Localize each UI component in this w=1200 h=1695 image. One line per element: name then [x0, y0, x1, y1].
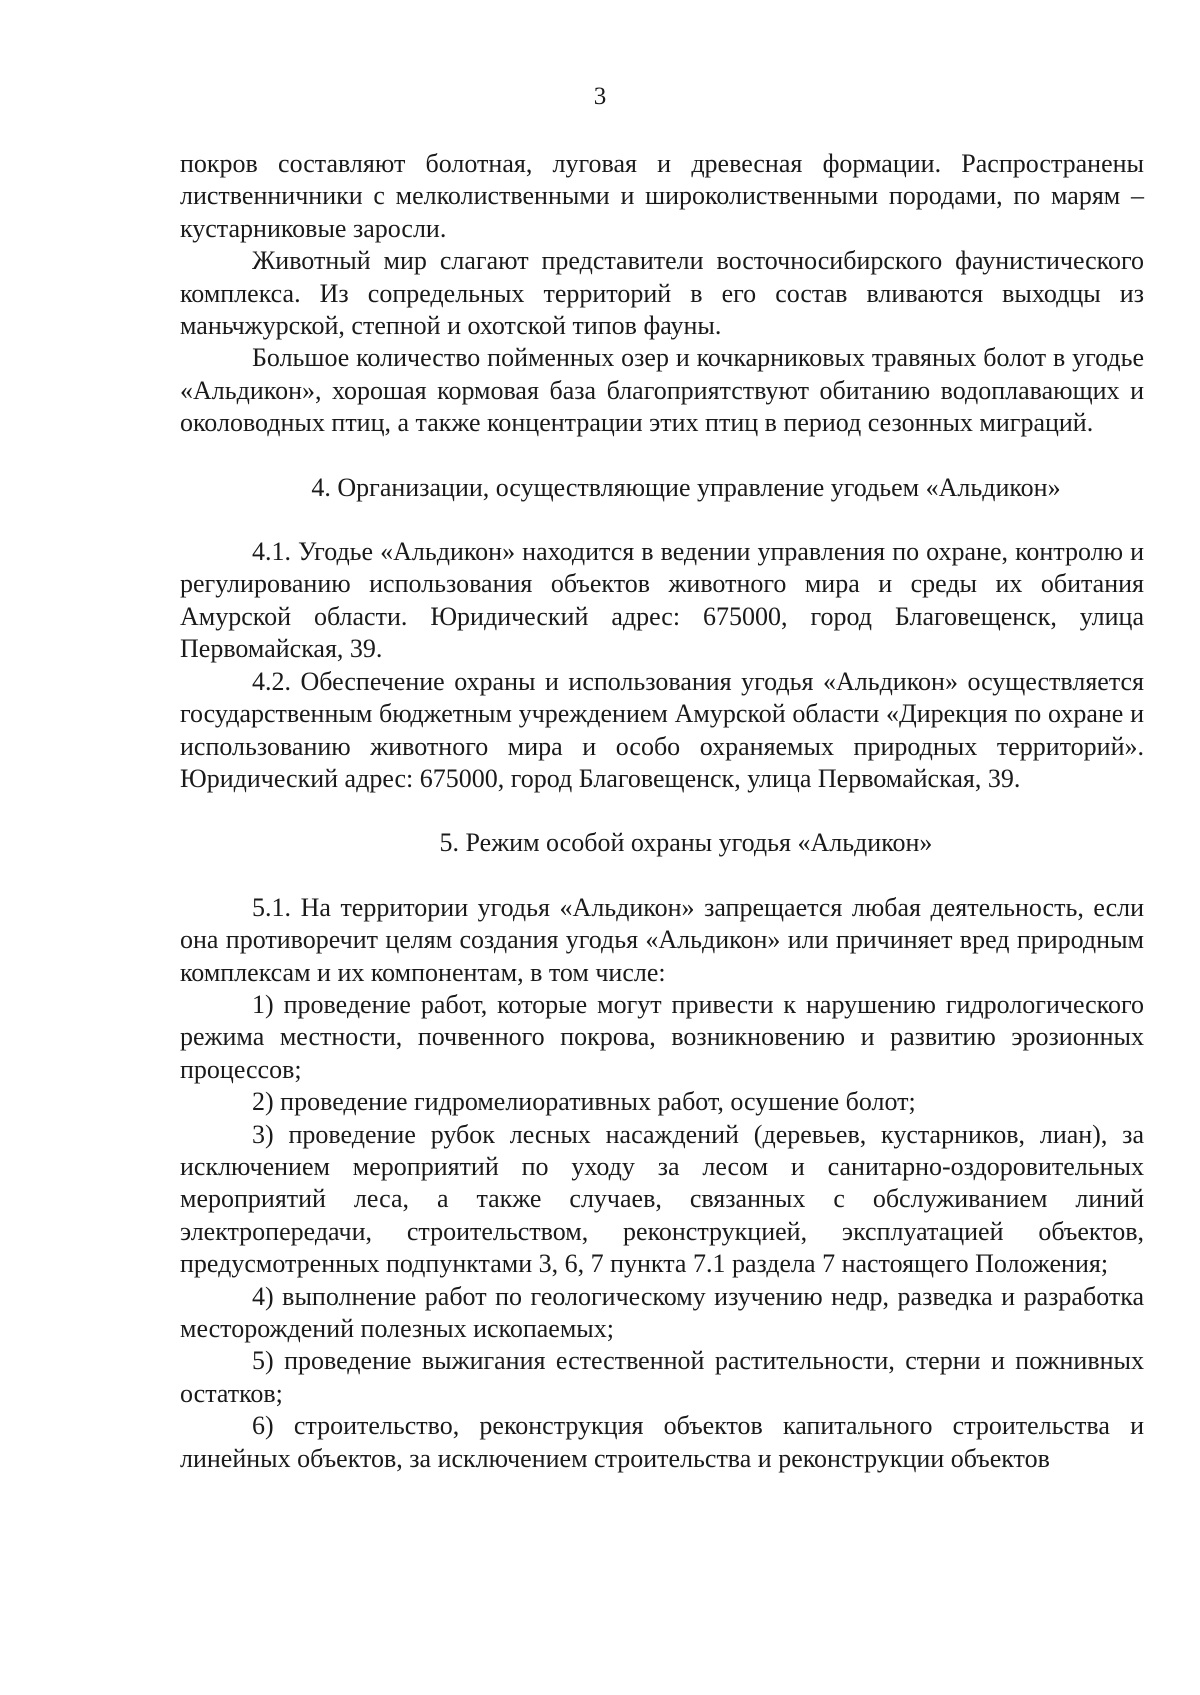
list-item-4: 4) выполнение работ по геологическому изучению недр, разведка и разработка месторождений полезных ископаемых;	[180, 1281, 1144, 1343]
list-item-6: 6) строительство, реконструкция объектов капитального строительства и линейных объектов, за исключением строительства и реконструкции объектов	[180, 1411, 1144, 1473]
clause-4-2: 4.2. Обеспечение охраны и использования угодья «Альдикон» осуществляется государственным бюджетным учреждением Амурской области «Дирекция по охране и использованию животного мира и особо охраняемых природных территорий». Юридический адрес: 675000, город Благовещенск, улица Первомайская, 39.	[180, 666, 1144, 793]
list-item-2: 2) проведение гидромелиоративных работ, осушение болот;	[252, 1087, 916, 1117]
paragraph-fauna: Животный мир слагают представители восточносибирского фаунистического комплекса. Из сопредельных территорий в его состав вливаются выходцы из маньчжурской, степной и охотской типов фауны.	[180, 246, 1144, 341]
list-item-3: 3) проведение рубок лесных насаждений (деревьев, кустарников, лиан), за исключением мероприятий по уходу за лесом и санитарно-оздоровительных мероприятий леса, а также случаев, связанных с обслуживанием линий электропередачи, строительством, реконструкцией, эксплуатацией объектов, предусмотренных подпунктами 3, 6, 7 пункта 7.1 раздела 7 настоящего Положения;	[180, 1119, 1144, 1279]
section-heading-4: 4. Организации, осуществляющие управление угодьем «Альдикон»	[311, 472, 1061, 502]
list-item-1: 1) проведение работ, которые могут привести к нарушению гидрологического режима местности, почвенного покрова, возникновению и развитию эрозионных процессов;	[180, 989, 1144, 1084]
spacer	[180, 795, 1144, 827]
clause-4-1: 4.1. Угодье «Альдикон» находится в ведении управления по охране, контролю и регулированию использования объектов животного мира и среды их обитания Амурской области. Юридический адрес: 675000, город Благовещенск, улица Первомайская, 39.	[180, 537, 1144, 664]
spacer	[180, 440, 1144, 472]
paragraph-birds: Большое количество пойменных озер и кочкарниковых травяных болот в угодье «Альдикон», хорошая кормовая база благоприятствуют обитанию водоплавающих и околоводных птиц, а также концентрации этих птиц в период сезонных миграций.	[180, 343, 1144, 438]
spacer	[180, 504, 1144, 536]
document-body	[180, 148, 1144, 1475]
spacer	[180, 860, 1144, 892]
paragraph-vegetation: покров составляют болотная, луговая и древесная формации. Распространены лиственничники с мелколиственными и широколиственными породами, по марям – кустарниковые заросли.	[180, 149, 1144, 243]
clause-5-1: 5.1. На территории угодья «Альдикон» запрещается любая деятельность, если она противоречит целям создания угодья «Альдикон» или причиняет вред природным комплексам и их компонентам, в том числе:	[180, 892, 1144, 987]
section-heading-5: 5. Режим особой охраны угодья «Альдикон»	[439, 828, 933, 858]
page-number: 3	[593, 83, 607, 110]
list-item-5: 5) проведение выжигания естественной растительности, стерни и пожнивных остатков;	[180, 1346, 1144, 1408]
